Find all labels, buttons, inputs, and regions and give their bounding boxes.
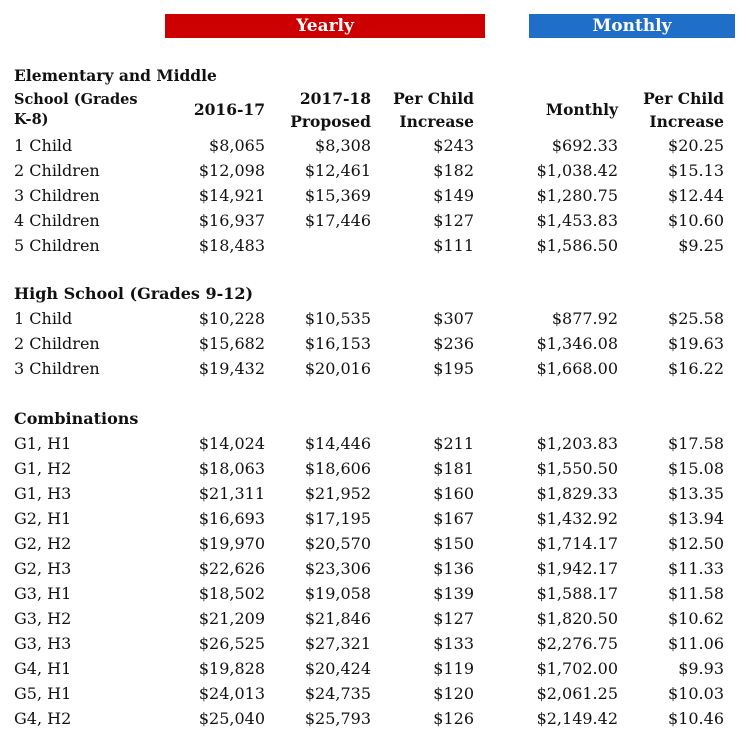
value-monthly: $1,346.08 (536, 334, 618, 353)
value-2016-17: $19,432 (198, 359, 265, 378)
table-row (0, 233, 746, 258)
table-row (0, 706, 746, 731)
value-per-child-increase: $133 (433, 634, 474, 653)
value-per-child-increase: $136 (433, 559, 474, 578)
value-monthly-per-child-increase: $19.63 (668, 334, 724, 353)
section-title-elementary: Elementary and Middle (14, 66, 217, 85)
row-label: G1, H2 (14, 459, 72, 478)
row-label: G2, H2 (14, 534, 72, 553)
value-monthly-per-child-increase: $12.50 (668, 534, 724, 553)
value-2017-18-proposed: $15,369 (304, 186, 371, 205)
value-2016-17: $10,228 (198, 309, 265, 328)
value-2016-17: $16,693 (198, 509, 265, 528)
row-label: G4, H2 (14, 709, 72, 728)
value-2017-18-proposed: $20,570 (304, 534, 371, 553)
value-monthly: $2,061.25 (536, 684, 618, 703)
value-monthly: $692.33 (551, 136, 618, 155)
value-2016-17: $18,483 (198, 236, 265, 255)
value-monthly-per-child-increase: $15.08 (668, 459, 724, 478)
value-2016-17: $19,828 (198, 659, 265, 678)
value-monthly: $1,038.42 (536, 161, 618, 180)
value-2016-17: $15,682 (198, 334, 265, 353)
monthly-banner: Monthly (529, 14, 735, 38)
table-row (0, 133, 746, 158)
row-label: 1 Child (14, 309, 73, 328)
value-monthly: $1,820.50 (536, 609, 618, 628)
row-label: G3, H2 (14, 609, 72, 628)
value-2017-18-proposed: $17,195 (304, 509, 371, 528)
value-monthly: $1,203.83 (536, 434, 618, 453)
col-header-monthly: Monthly (545, 100, 618, 119)
value-2017-18-proposed: $10,535 (304, 309, 371, 328)
value-monthly-per-child-increase: $10.46 (668, 709, 724, 728)
value-per-child-increase: $120 (433, 684, 474, 703)
row-label: 5 Children (14, 236, 100, 255)
value-per-child-increase: $126 (433, 709, 474, 728)
value-2017-18-proposed: $27,321 (304, 634, 371, 653)
value-2017-18-proposed: $25,793 (304, 709, 371, 728)
table-row (0, 158, 746, 183)
value-monthly: $1,586.50 (536, 236, 618, 255)
col-header-per-child-increase-monthly: Per Child Increase (643, 89, 724, 131)
table-row (0, 183, 746, 208)
value-2016-17: $16,937 (198, 211, 265, 230)
value-monthly-per-child-increase: $15.13 (668, 161, 724, 180)
table-row (0, 431, 746, 456)
value-per-child-increase: $211 (433, 434, 474, 453)
row-label: G4, H1 (14, 659, 72, 678)
value-monthly: $1,453.83 (536, 211, 618, 230)
value-per-child-increase: $167 (433, 509, 474, 528)
value-monthly-per-child-increase: $10.62 (668, 609, 724, 628)
value-2017-18-proposed: $8,308 (315, 136, 371, 155)
value-monthly: $1,714.17 (536, 534, 618, 553)
row-label: 2 Children (14, 161, 100, 180)
row-label: 2 Children (14, 334, 100, 353)
value-per-child-increase: $243 (433, 136, 474, 155)
col-header-2016-17: 2016-17 (193, 100, 265, 119)
value-per-child-increase: $195 (433, 359, 474, 378)
value-2016-17: $24,013 (198, 684, 265, 703)
value-2017-18-proposed: $20,424 (304, 659, 371, 678)
row-label: G5, H1 (14, 684, 72, 703)
value-per-child-increase: $139 (433, 584, 474, 603)
value-monthly-per-child-increase: $9.93 (678, 659, 724, 678)
value-monthly: $1,280.75 (536, 186, 618, 205)
value-per-child-increase: $236 (433, 334, 474, 353)
table-row (0, 456, 746, 481)
value-monthly-per-child-increase: $11.33 (668, 559, 724, 578)
value-per-child-increase: $307 (433, 309, 474, 328)
row-label: G3, H1 (14, 584, 72, 603)
value-2016-17: $18,063 (198, 459, 265, 478)
value-per-child-increase: $127 (433, 609, 474, 628)
value-monthly-per-child-increase: $20.25 (668, 136, 724, 155)
value-per-child-increase: $111 (433, 236, 474, 255)
value-monthly-per-child-increase: $17.58 (668, 434, 724, 453)
value-per-child-increase: $149 (433, 186, 474, 205)
col-header-2017-18-proposed: 2017-18 Proposed (290, 89, 371, 131)
value-2017-18-proposed: $18,606 (304, 459, 371, 478)
value-per-child-increase: $119 (433, 659, 474, 678)
value-monthly: $1,432.92 (536, 509, 618, 528)
value-monthly: $2,276.75 (536, 634, 618, 653)
table-row (0, 681, 746, 706)
value-monthly-per-child-increase: $11.58 (668, 584, 724, 603)
value-monthly: $1,550.50 (536, 459, 618, 478)
value-per-child-increase: $181 (433, 459, 474, 478)
value-monthly-per-child-increase: $9.25 (678, 236, 724, 255)
value-2016-17: $21,311 (198, 484, 265, 503)
table-row (0, 631, 746, 656)
value-2016-17: $8,065 (209, 136, 265, 155)
table-row (0, 556, 746, 581)
table-row (0, 481, 746, 506)
value-2016-17: $14,024 (198, 434, 265, 453)
table-row (0, 531, 746, 556)
value-monthly: $1,942.17 (536, 559, 618, 578)
value-2016-17: $12,098 (198, 161, 265, 180)
section-title-combinations: Combinations (14, 409, 139, 428)
section-title-high-school: High School (Grades 9-12) (14, 284, 254, 303)
table-row (0, 506, 746, 531)
value-2017-18-proposed: $16,153 (304, 334, 371, 353)
row-label: G1, H1 (14, 434, 72, 453)
value-monthly: $1,668.00 (536, 359, 618, 378)
table-row (0, 208, 746, 233)
row-label: 4 Children (14, 211, 100, 230)
row-label: 3 Children (14, 359, 100, 378)
value-per-child-increase: $150 (433, 534, 474, 553)
value-2016-17: $26,525 (198, 634, 265, 653)
value-monthly-per-child-increase: $10.03 (668, 684, 724, 703)
value-2016-17: $18,502 (198, 584, 265, 603)
value-monthly-per-child-increase: $13.94 (668, 509, 724, 528)
yearly-banner: Yearly (165, 14, 485, 38)
value-2017-18-proposed: $14,446 (304, 434, 371, 453)
value-monthly-per-child-increase: $11.06 (668, 634, 724, 653)
value-2017-18-proposed: $17,446 (304, 211, 371, 230)
value-2016-17: $22,626 (198, 559, 265, 578)
value-2017-18-proposed: $19,058 (304, 584, 371, 603)
row-label: G2, H3 (14, 559, 72, 578)
row-label: G3, H3 (14, 634, 72, 653)
value-monthly-per-child-increase: $25.58 (668, 309, 724, 328)
value-2016-17: $21,209 (198, 609, 265, 628)
value-2016-17: $14,921 (198, 186, 265, 205)
value-per-child-increase: $127 (433, 211, 474, 230)
value-monthly: $1,702.00 (536, 659, 618, 678)
value-2017-18-proposed: $21,952 (304, 484, 371, 503)
value-monthly-per-child-increase: $13.35 (668, 484, 724, 503)
value-2017-18-proposed: $20,016 (304, 359, 371, 378)
table-row (0, 581, 746, 606)
table-row (0, 306, 746, 331)
value-2017-18-proposed: $21,846 (304, 609, 371, 628)
value-2017-18-proposed: $23,306 (304, 559, 371, 578)
value-2016-17: $25,040 (198, 709, 265, 728)
value-2016-17: $19,970 (198, 534, 265, 553)
table-row (0, 606, 746, 631)
table-row (0, 656, 746, 681)
row-label: 3 Children (14, 186, 100, 205)
value-monthly-per-child-increase: $16.22 (668, 359, 724, 378)
row-label: 1 Child (14, 136, 73, 155)
col-header-per-child-increase-yearly: Per Child Increase (393, 89, 474, 131)
value-per-child-increase: $182 (433, 161, 474, 180)
row-label: G2, H1 (14, 509, 72, 528)
value-2017-18-proposed: $24,735 (304, 684, 371, 703)
table-row (0, 331, 746, 356)
value-per-child-increase: $160 (433, 484, 474, 503)
value-monthly: $877.92 (551, 309, 618, 328)
value-monthly-per-child-increase: $10.60 (668, 211, 724, 230)
value-monthly: $1,588.17 (536, 584, 618, 603)
value-monthly: $1,829.33 (536, 484, 618, 503)
table-row (0, 356, 746, 381)
value-monthly: $2,149.42 (536, 709, 618, 728)
row-label: G1, H3 (14, 484, 72, 503)
value-2017-18-proposed: $12,461 (304, 161, 371, 180)
value-monthly-per-child-increase: $12.44 (668, 186, 724, 205)
section-subtitle-elementary: School (Grades K-8) (14, 91, 138, 128)
